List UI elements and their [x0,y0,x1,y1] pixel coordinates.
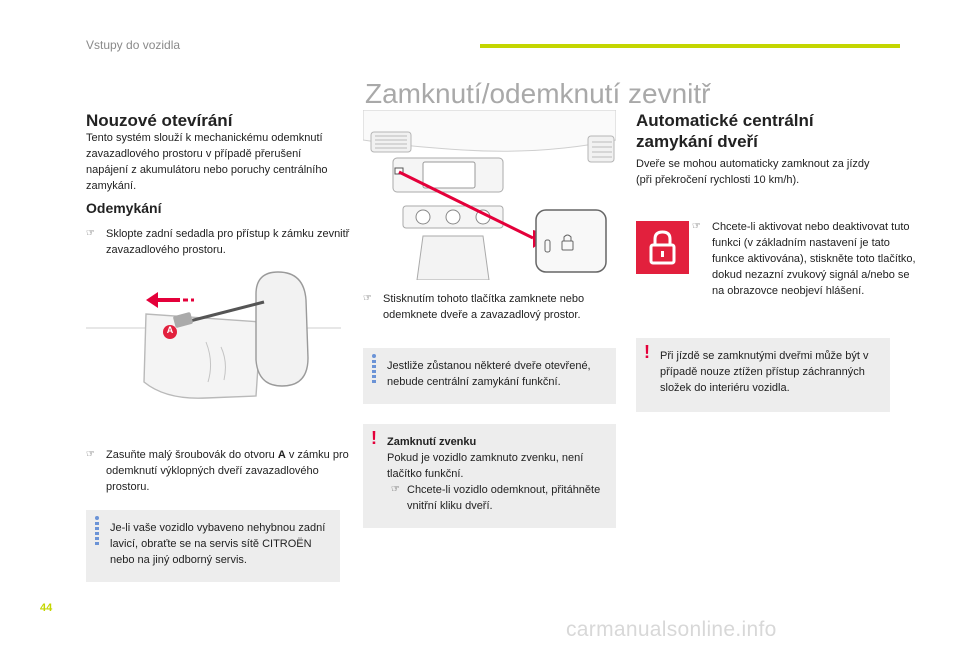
boot-lock-illustration [86,262,341,412]
auto-lock-step [692,219,917,299]
warning-note-step [387,482,606,514]
page-title: Zamknutí/odemknutí zevnitř [365,78,711,109]
section-title-emergency-opening: Nouzové otevírání [86,111,233,130]
dashboard-button-illustration [363,110,616,280]
warning-note-text: Pokud je vozidlo zamknuto zvenku, není tlačítko funkční. [387,452,584,480]
unlock-step-2 [86,447,361,495]
section-title-auto-lock [636,110,814,152]
header-accent-rule [480,44,900,48]
pointing-hand-icon: ☞ [391,484,400,495]
unlock-step-1 [86,226,361,258]
info-icon [372,360,376,384]
auto-lock-intro-text: Dveře se mohou automaticky zamknout za jízdy (při překročení rychlosti 10 km/h). [636,158,870,186]
button-lock-step [363,291,636,323]
warning-note-emergency-access-text: Při jízdě se zamknutými dveřmi může být v případě nouze ztížen přístup záchranných složek do interiéru vozidla. [660,350,869,394]
unlock-step-1-text: Sklopte zadní sedadla pro přístup k zámku zevnitř zavazadlového prostoru. [106,228,350,256]
boot-lock-drawing [86,262,341,412]
unlock-step-2-text-bold: A [277,449,286,461]
chapter-title: Vstupy do vozidla [86,38,181,52]
warning-note-locked-outside [363,424,616,528]
warning-note-emergency-access [636,338,890,412]
button-lock-step-text: Stisknutím tohoto tlačítka zamknete nebo odemknete dveře a zavazadlový prostor. [383,293,585,321]
marker-a-label: A [166,325,174,335]
auto-lock-title-line2: zamykání dveří [636,132,758,151]
info-note-doors-open [363,348,616,404]
warning-note-title: Zamknutí zvenku [387,436,477,448]
auto-lock-title-line1: Automatické centrální [636,111,814,130]
subsection-title-unlocking: Odemykání [86,200,162,216]
info-note-fixed-bench-text: Je-li vaše vozidlo vybaveno nehybnou zadní lavicí, obraťte se na servis sítě CITROËN nebo na jiný odborný servis. [110,522,326,566]
unlock-step-2-text-post: v zámku pro odemknutí výklopných dveří zavazadlového prostoru. [106,449,349,493]
emergency-intro-text: Tento systém slouží k mechanickému odemknutí zavazadlového prostoru v případě přerušení napájení z akumulátoru nebo poruchy centrálního zamykání. [86,132,328,192]
warning-icon: ! [371,428,377,448]
lock-icon [636,221,689,274]
info-note-doors-open-text: Jestliže zůstanou některé dveře otevřené, nebude centrální zamykání funkční. [387,360,591,388]
warning-icon: ! [644,342,650,362]
info-icon [95,522,99,546]
pointing-hand-icon: ☞ [86,228,95,239]
dashboard-drawing [363,110,616,280]
warning-note-step-text: Chcete-li vozidlo odemknout, přitáhněte vnitřní kliku dveří. [407,484,601,512]
info-note-fixed-bench [86,510,340,582]
pointing-hand-icon: ☞ [363,293,372,304]
unlock-step-2-text-pre: Zasuňte malý šroubovák do otvoru [106,449,278,461]
pointing-hand-icon: ☞ [86,449,95,460]
watermark: carmanualsonline.info [566,618,777,641]
auto-lock-step-text: Chcete-li aktivovat nebo deaktivovat tuto funkci (v základním nastavení je tato funkce aktivována), stiskněte toto tlačítko, dokud nezazní zvukový signál a/nebo se na obrazovce neobjeví hlášení. [712,221,916,297]
lock-icon-glyph [636,221,689,274]
page-number: 44 [40,602,53,614]
pointing-hand-icon: ☞ [692,221,701,232]
